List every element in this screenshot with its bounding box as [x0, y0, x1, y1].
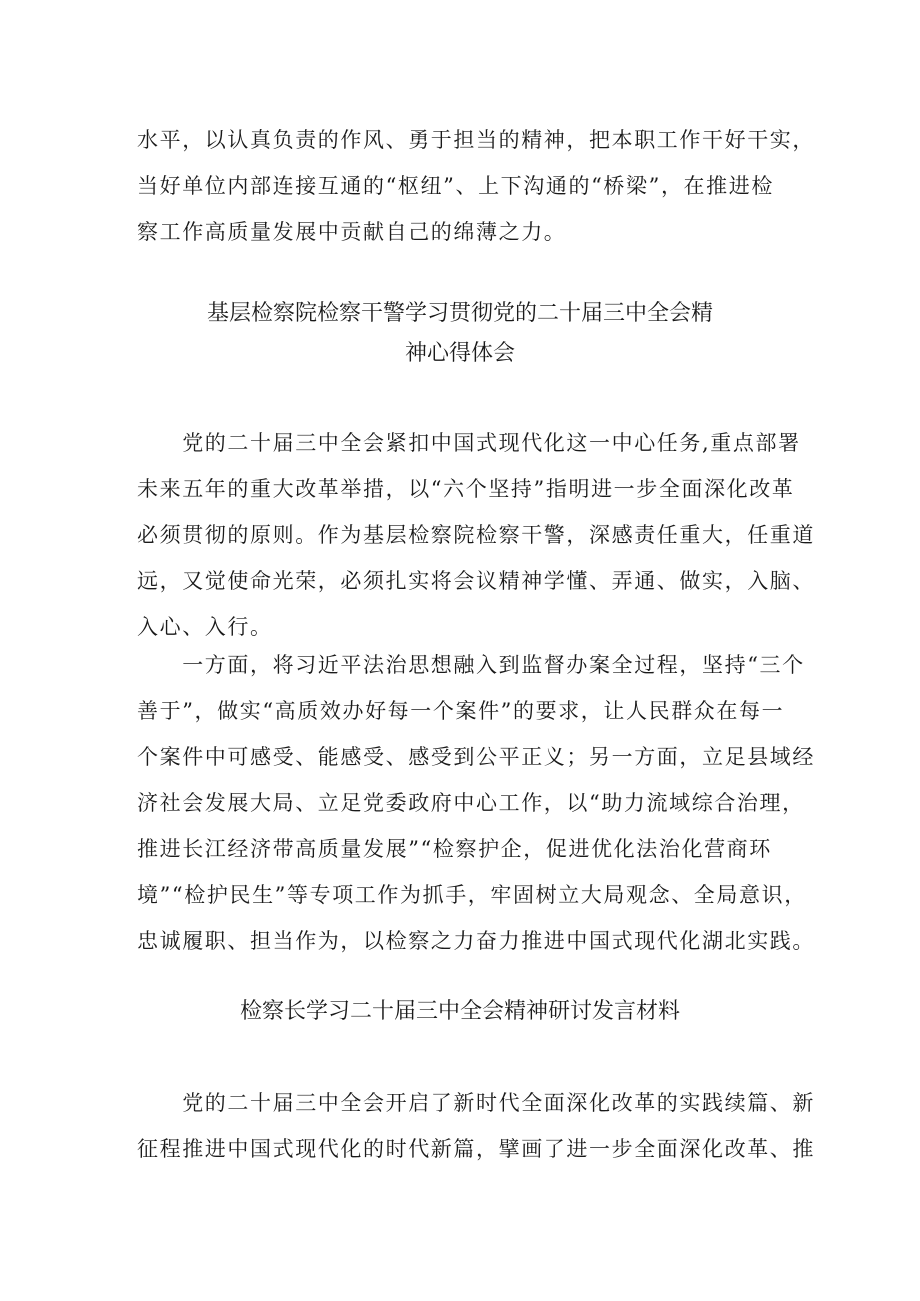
article2-title — [0, 294, 920, 374]
text-line: 察工作高质量发展中贡献自己的绵薄之力。 — [137, 220, 567, 244]
text-line: 一方面，将习近平法治思想融入到监督办案全过程，坚持“三个 — [137, 653, 805, 677]
text-line: 党的二十届三中全会开启了新时代全面深化改革的实践续篇、新 — [137, 1091, 815, 1115]
text-line: 未来五年的重大改革举措，以“六个坚持”指明进一步全面深化改革 — [137, 477, 795, 501]
text-line: 征程推进中国式现代化的时代新篇，擘画了进一步全面深化改革、推 — [137, 1137, 815, 1161]
text-line: 境”“检护民生”等专项工作为抓手，牢固树立大局观念、全局意识， — [137, 883, 807, 907]
article2-paragraph-1 — [137, 420, 815, 650]
text-line: 党的二十届三中全会紧扣中国式现代化这一中心任务,重点部署 — [137, 431, 801, 455]
title-line: 基层检察院检察干警学习贯彻党的二十届三中全会精 — [206, 301, 713, 326]
text-line: 必须贯彻的原则。作为基层检察院检察干警，深感责任重大，任重道 — [137, 523, 815, 547]
article3-title — [0, 992, 920, 1032]
text-line: 推进长江经济带高质量发展”“检察护企，促进优化法治化营商环 — [137, 837, 772, 861]
text-line: 当好单位内部连接互通的“枢纽”、上下沟通的“桥梁”，在推进检 — [137, 174, 774, 198]
text-line: 善于”，做实“高质效办好每一个案件”的要求，让人民群众在每一 — [137, 699, 785, 723]
title-line: 检察长学习二十届三中全会精神研讨发言材料 — [239, 999, 680, 1024]
text-line: 入心、入行。 — [137, 615, 273, 639]
title-line: 神心得体会 — [404, 341, 515, 366]
text-line: 远，又觉使命光荣，必须扎实将会议精神学懂、弄通、做实，入脑、 — [137, 569, 815, 593]
text-line: 水平，以认真负责的作风、勇于担当的精神，把本职工作干好干实， — [137, 128, 815, 152]
continuation-paragraph — [137, 117, 815, 255]
text-line: 个案件中可感受、能感受、感受到公平正义；另一方面，立足县域经 — [137, 745, 815, 769]
article3-paragraph-1 — [137, 1080, 815, 1172]
text-line: 济社会发展大局、立足党委政府中心工作，以“助力流域综合治理， — [137, 791, 805, 815]
article2-paragraph-2 — [137, 642, 815, 964]
text-line: 忠诚履职、担当作为，以检察之力奋力推进中国式现代化湖北实践。 — [137, 929, 815, 953]
